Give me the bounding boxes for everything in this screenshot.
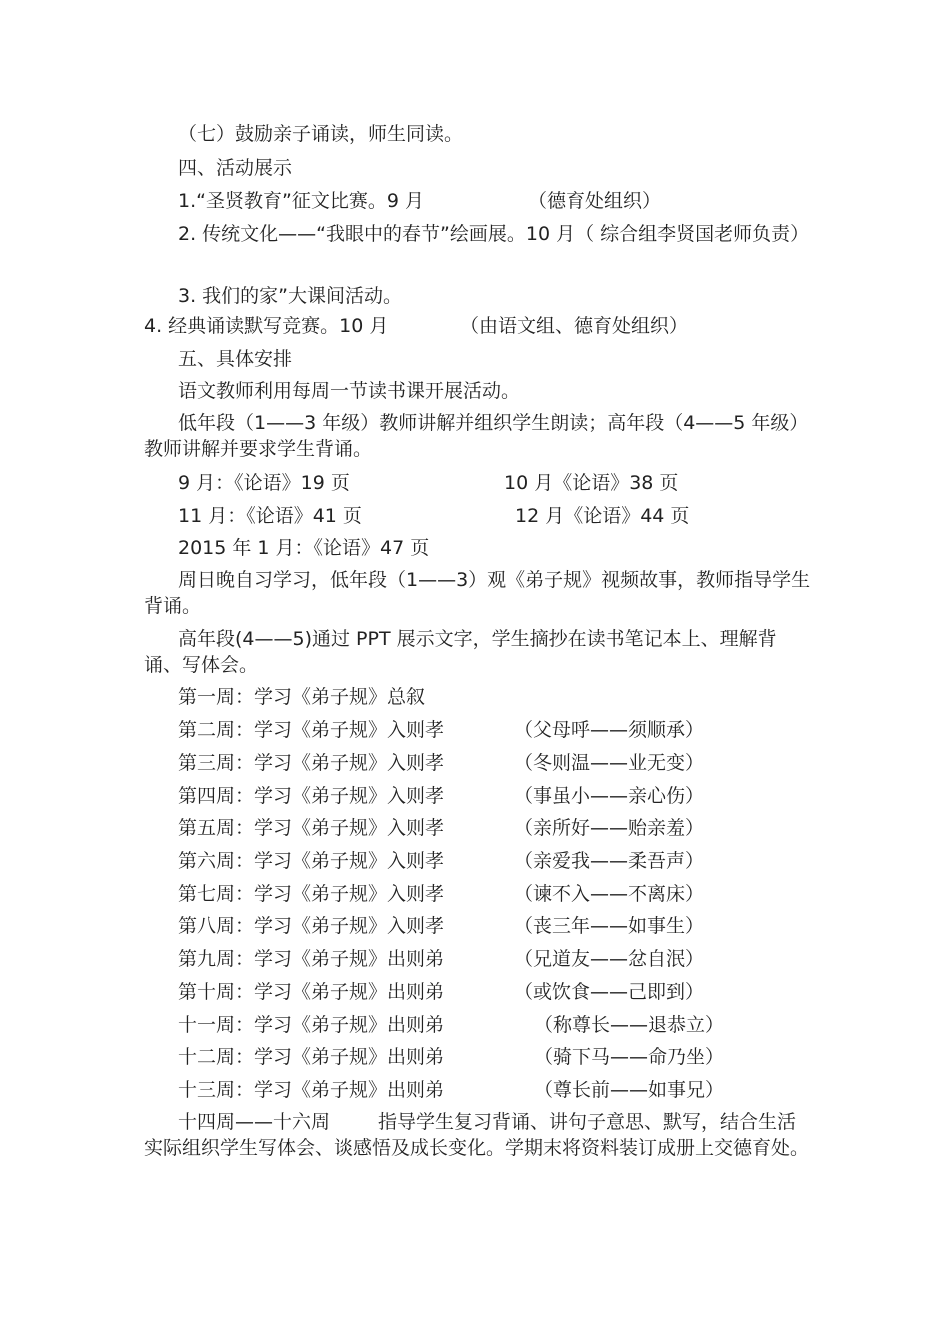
- activity-3: 3. 我们的家”大课间活动。: [178, 285, 403, 307]
- paragraph-item-7: （七）鼓励亲子诵读，师生同读。: [178, 123, 464, 145]
- week-note: （或饮食——己即到）: [514, 981, 705, 1003]
- section-heading-5: 五、具体安排: [178, 348, 293, 370]
- schedule-nov: 11 月：《论语》41 页: [178, 505, 362, 527]
- activity-4-text: 4. 经典诵读默写竞赛。10 月: [144, 315, 389, 337]
- week-note: （称尊长——退恭立）: [534, 1014, 725, 1036]
- week-label: 第三周：学习《弟子规》入则孝: [178, 752, 445, 774]
- schedule-row-3: 2015 年 1 月：《论语》47 页: [178, 537, 430, 559]
- week-item: [178, 979, 814, 1005]
- paragraph-teachers: 语文教师利用每周一节读书课开展活动。: [178, 380, 521, 402]
- activity-2: 2. 传统文化——“我眼中的春节”绘画展。10 月（ 综合组李贤国老师负责）: [178, 223, 810, 245]
- week-label: 十一周：学习《弟子规》出则弟: [178, 1014, 445, 1036]
- week-note: （亲爱我——柔吾声）: [514, 850, 705, 872]
- week-item: [178, 913, 814, 939]
- week-note: （冬则温——业无变）: [514, 752, 705, 774]
- week-note: （丧三年——如事生）: [514, 915, 705, 937]
- paragraph-grades: 低年段（1——3 年级）教师讲解并组织学生朗读；高年段（4——5 年级）教师讲解并要求学生背诵。: [144, 412, 809, 460]
- week-label: 第六周：学习《弟子规》入则孝: [178, 850, 445, 872]
- review-body: 指导学生复习背诵、讲句子意思、默写，结合生活实际组织学生写体会、谈感悟及成长变化。学期末将资料装订成册上交德育处。: [144, 1111, 810, 1159]
- week-item: [178, 1077, 814, 1103]
- week-note: （父母呼——须顺承）: [514, 719, 705, 741]
- activity-4-organizer: （由语文组、德育处组织）: [460, 315, 689, 337]
- week-item: [178, 684, 814, 710]
- week-item: [178, 815, 814, 841]
- section-heading-4: 四、活动展示: [178, 157, 293, 179]
- week-item: [178, 1044, 814, 1070]
- paragraph-sunday: 周日晚自习学习，低年段（1——3）观《弟子规》视频故事，教师指导学生背诵。: [144, 569, 811, 617]
- week-label: 第七周：学习《弟子规》入则孝: [178, 883, 445, 905]
- week-note: （尊长前——如事兄）: [534, 1079, 725, 1101]
- week-item: [178, 783, 814, 809]
- activity-4: [144, 313, 814, 339]
- week-note: （兄道友——忿自泯）: [514, 948, 705, 970]
- week-label: 第五周：学习《弟子规》入则孝: [178, 817, 445, 839]
- week-label: 第十周：学习《弟子规》出则弟: [178, 981, 445, 1003]
- schedule-sep: 9 月：《论语》19 页: [178, 472, 350, 494]
- week-item: [178, 946, 814, 972]
- week-label: 第九周：学习《弟子规》出则弟: [178, 948, 445, 970]
- week-note: （骑下马——命乃坐）: [534, 1046, 725, 1068]
- schedule-dec: 12 月《论语》44 页: [515, 505, 690, 527]
- week-label: 第二周：学习《弟子规》入则孝: [178, 719, 445, 741]
- week-item: [178, 717, 814, 743]
- week-item: [178, 750, 814, 776]
- week-label: 第四周：学习《弟子规》入则孝: [178, 785, 445, 807]
- activity-1-organizer: （德育处组织）: [528, 190, 662, 212]
- week-item: [178, 1012, 814, 1038]
- schedule-row-1: [178, 470, 814, 496]
- week-label: 十三周：学习《弟子规》出则弟: [178, 1079, 445, 1101]
- schedule-oct: 10 月《论语》38 页: [504, 472, 679, 494]
- paragraph-review: [144, 1109, 814, 1161]
- week-item: [178, 881, 814, 907]
- week-label: 第一周：学习《弟子规》总叙: [178, 686, 426, 708]
- week-label: 第八周：学习《弟子规》入则孝: [178, 915, 445, 937]
- week-label: 十二周：学习《弟子规》出则弟: [178, 1046, 445, 1068]
- paragraph-upper-grades: 高年段(4——5)通过 PPT 展示文字，学生摘抄在读书笔记本上、理解背诵、写体会。: [144, 628, 777, 676]
- week-note: （亲所好——贻亲羞）: [514, 817, 705, 839]
- week-note: （谏不入——不离床）: [514, 883, 705, 905]
- schedule-row-2: [178, 503, 814, 529]
- week-item: [178, 848, 814, 874]
- review-weeks: 十四周——十六周: [178, 1111, 331, 1133]
- activity-1-text: 1.“圣贤教育”征文比赛。9 月: [178, 190, 424, 212]
- week-note: （事虽小——亲心伤）: [514, 785, 705, 807]
- activity-1: [178, 188, 814, 214]
